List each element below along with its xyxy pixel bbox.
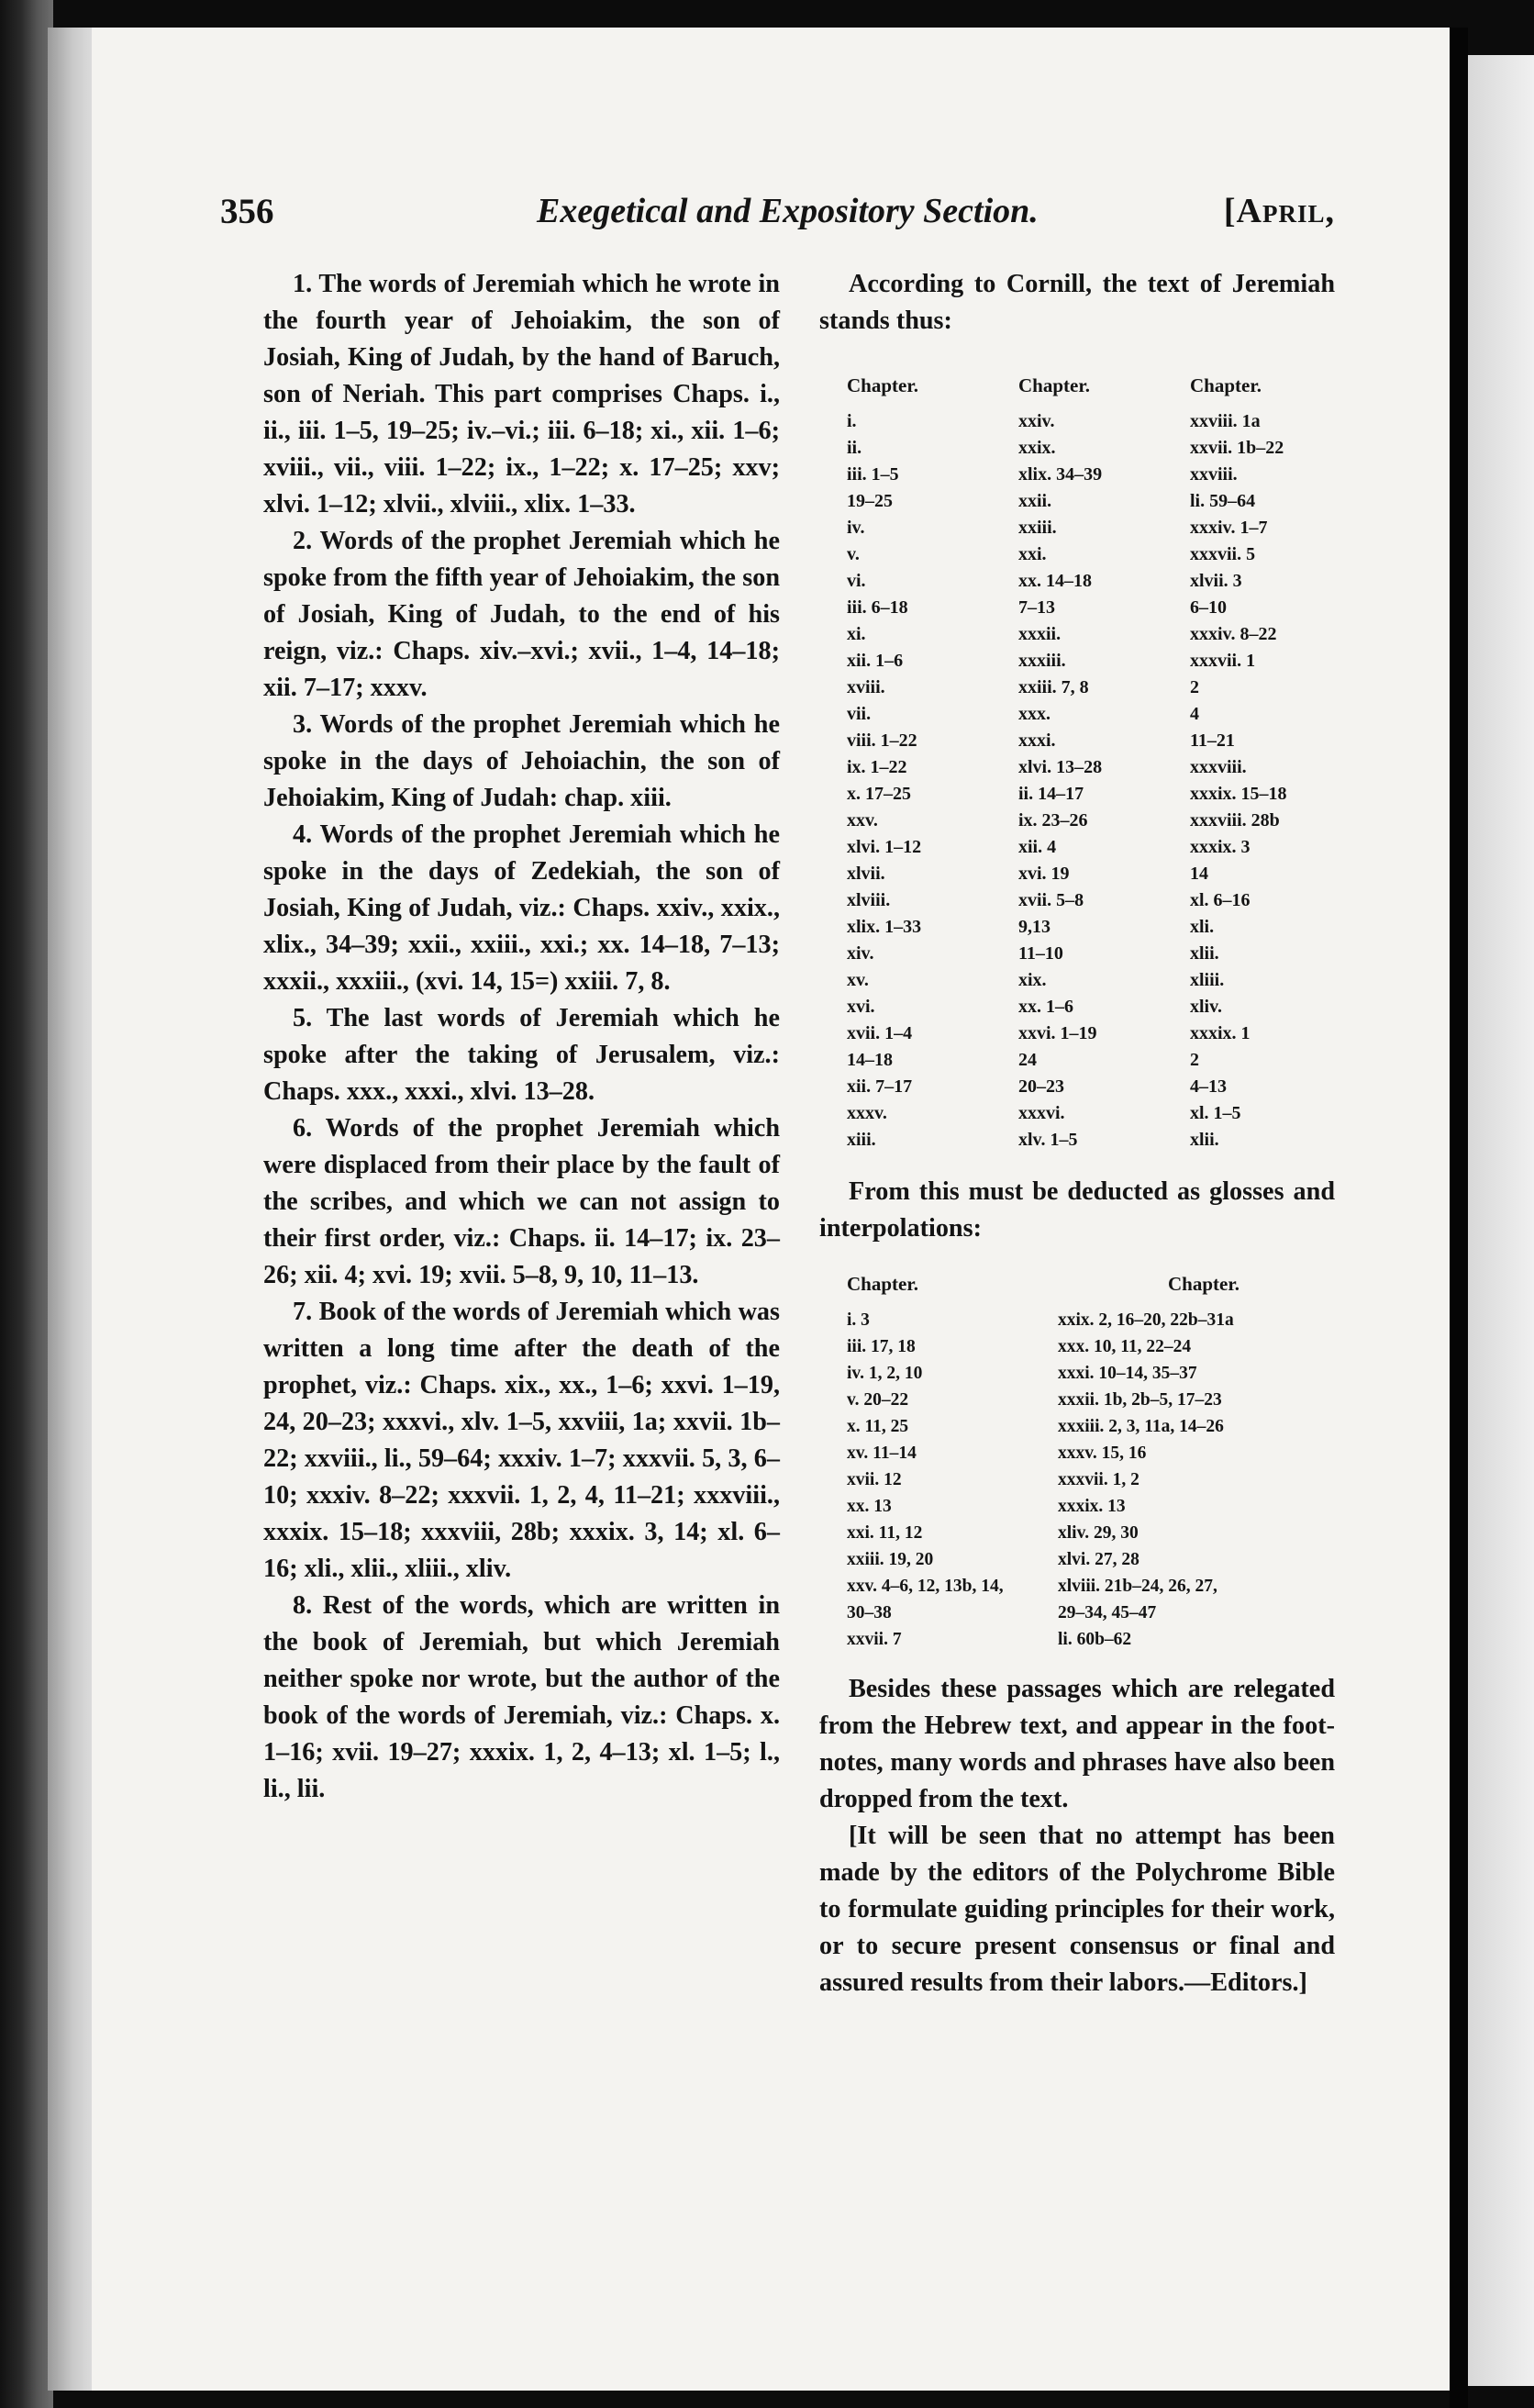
table-header: Chapter. (847, 1273, 918, 1295)
besides-paragraph: Besides these passages which are relegated from the Hebrew text, and appear in the foot-notes, many words and phrases have also been dropped from the text. (819, 1675, 1335, 1813)
table-cell: li. 60b–62 (1058, 1630, 1132, 1649)
table-cell: xii. 7–17 (847, 1076, 913, 1097)
table-cell: x. 17–25 (847, 784, 911, 804)
table-cell: xvi. 19 (1018, 864, 1070, 884)
table-row (847, 887, 1328, 914)
table-cell: 19–25 (847, 491, 893, 511)
table-cell: xxv. 4–6, 12, 13b, 14, (847, 1577, 1004, 1596)
table-row (847, 941, 1328, 967)
table-cell: xlvii. 3 (1190, 571, 1242, 591)
table-cell: xvi. (847, 997, 875, 1017)
table-cell: xlix. 34–39 (1018, 464, 1103, 485)
table-cell: xvii. 5–8 (1018, 890, 1084, 910)
table-row (847, 1600, 1239, 1626)
table-cell: xxx. 10, 11, 22–24 (1058, 1337, 1192, 1356)
table-row (847, 1127, 1328, 1154)
left-column (263, 266, 780, 1808)
table-cell: xxx. (1018, 704, 1050, 724)
header-month: [April, (1223, 192, 1335, 230)
table-row (847, 1307, 1239, 1333)
table-row (847, 967, 1328, 994)
table-cell: iii. 6–18 (847, 597, 908, 618)
table-cell: xxxix. 3 (1190, 837, 1251, 857)
table-cell: 2 (1190, 1050, 1199, 1070)
table-cell: xv. (847, 970, 869, 990)
table-cell: 14–18 (847, 1050, 893, 1070)
table-cell: 24 (1018, 1050, 1037, 1070)
paragraph-6: 6. Words of the prophet Jeremiah which were displaced from their place by the fault of the scribes, and which we can not assign to their first order, viz.: Chaps. ii. 14–17; ix. 23–26; xii. 4; xvi. 19; xvii. 5–8, 9, 10, 11–13. (263, 1114, 780, 1289)
table-cell: v. (847, 544, 860, 564)
table-cell: i. (847, 411, 857, 431)
table-cell: xvii. 12 (847, 1470, 902, 1489)
table-cell: ii. 14–17 (1018, 784, 1084, 804)
table-row (847, 541, 1328, 568)
table-cell: xlii. (1190, 1130, 1219, 1150)
table-row (847, 1333, 1239, 1360)
table-row (847, 1413, 1239, 1440)
table-cell: xxxvii. 1, 2 (1058, 1470, 1139, 1489)
table-cell: vi. (847, 571, 866, 591)
table-cell: xxxi. 10–14, 35–37 (1058, 1364, 1197, 1383)
table-row (847, 1440, 1239, 1466)
table-cell: ix. 1–22 (847, 757, 907, 777)
paragraph-2: 2. Words of the prophet Jeremiah which he spoke from the fifth year of Jehoiakim, the son of Josiah, King of Judah, to the end of his reign, viz.: Chaps. xiv.–xvi.; xvii., 1–4, 14–18; xii. 7–17; xxxv. (263, 527, 780, 702)
paragraph-3: 3. Words of the prophet Jeremiah which he spoke in the days of Jehoiachin, the son of Jehoiakim, King of Judah: chap. xiii. (263, 710, 780, 812)
table-cell: xlix. 1–33 (847, 917, 922, 937)
table-cell: 6–10 (1190, 597, 1227, 618)
table-cell: xxix. (1018, 438, 1056, 458)
table-cell: 20–23 (1018, 1076, 1064, 1097)
table-cell: xviii. (847, 677, 885, 697)
table-cell: xl. 6–16 (1190, 890, 1251, 910)
table-cell: xxv. (847, 810, 878, 831)
table-cell: xliv. 29, 30 (1058, 1523, 1139, 1543)
table-cell: xv. 11–14 (847, 1444, 917, 1463)
table-cell: xxvi. 1–19 (1018, 1023, 1097, 1043)
table-row (847, 568, 1328, 595)
table-cell: viii. 1–22 (847, 730, 917, 751)
table-cell: xxiii. 7, 8 (1018, 677, 1089, 697)
table-cell: xxxviii. (1190, 757, 1247, 777)
table-cell: xxxix. 13 (1058, 1497, 1126, 1516)
table-cell: xxxvii. 5 (1190, 544, 1256, 564)
table-cell: xxi. 11, 12 (847, 1523, 923, 1543)
table-cell: xii. 1–6 (847, 651, 904, 671)
table-cell: xi. (847, 624, 866, 644)
table-row (847, 701, 1328, 728)
table-cell: 11–10 (1018, 943, 1063, 964)
table-cell: 4 (1190, 704, 1199, 724)
table-cell: xlvii. (847, 864, 885, 884)
table-row (847, 621, 1328, 648)
table-cell: xxvii. 1b–22 (1190, 438, 1284, 458)
paragraph-5: 5. The last words of Jeremiah which he spoke after the taking of Jerusalem, viz.: Chaps. xxx., xxxi., xlvi. 13–28. (263, 1004, 780, 1106)
table-cell: xxiii. (1018, 518, 1057, 538)
paragraph-4: 4. Words of the prophet Jeremiah which he spoke in the days of Zedekiah, the son of Josiah, King of Judah, viz.: Chaps. xxiv., xxix., xlix., 34–39; xxii., xxiii., xxi.; xx. 14–18, 7–13; xxxii., xxxiii., (xvi. 14, 15=) xxiii. 7, 8. (263, 820, 780, 996)
table-cell: xxi. (1018, 544, 1047, 564)
table-row (847, 595, 1328, 621)
table-cell: v. 20–22 (847, 1390, 909, 1410)
table-row (847, 435, 1328, 462)
paragraph-7: 7. Book of the words of Jeremiah which was written a long time after the death of the prophet, viz.: Chaps. xix., xx., 1–6; xxvi. 1–19, 24, 20–23; xxxvi., xlv. 1–5, xxviii, 1a; xxvii. 1b–22; xxviii., li., 59–64; xxxiv. 1–7; xxxvii. 5, 3, 6–10; xxxiv. 8–22; xxxvii. 1, 2, 4, 11–21; xxxviii., xxxix. 15–18; xxxviii, 28b; xxxix. 3, 14; xl. 6–16; xli., xlii., xliii., xliv. (263, 1298, 780, 1583)
cornill-table (847, 373, 1328, 1154)
table-header: Chapter. (1190, 374, 1262, 396)
table-cell: xxii. (1018, 491, 1052, 511)
table-row (847, 834, 1328, 861)
table-row (847, 1546, 1239, 1573)
table-row (847, 1020, 1328, 1047)
table-cell: xlviii. 21b–24, 26, 27, (1058, 1577, 1217, 1596)
table-cell: 7–13 (1018, 597, 1055, 618)
table-row (847, 754, 1328, 781)
table-cell: 11–21 (1190, 730, 1235, 751)
table-cell: xxxv. (847, 1103, 887, 1123)
table-cell: xxxii. 1b, 2b–5, 17–23 (1058, 1390, 1222, 1410)
table-row (847, 994, 1328, 1020)
table-cell: xxxiii. (1018, 651, 1066, 671)
table-row (847, 781, 1328, 808)
table-cell: xliv. (1190, 997, 1223, 1017)
table-cell: xxxiii. 2, 3, 11a, 14–26 (1058, 1417, 1224, 1436)
table-cell: xx. 13 (847, 1497, 892, 1516)
table-row (847, 914, 1328, 941)
table-cell: 29–34, 45–47 (1058, 1603, 1157, 1622)
table-cell: i. 3 (847, 1310, 870, 1330)
book-spine (0, 0, 53, 2408)
table-cell: iv. (847, 518, 865, 538)
table-row (847, 1360, 1239, 1387)
gloss-intro: From this must be deducted as glosses and interpolations: (819, 1177, 1335, 1243)
table-cell: xiii. (847, 1130, 876, 1150)
table-cell: xxxvi. (1018, 1103, 1065, 1123)
table-cell: xxxix. 1 (1190, 1023, 1251, 1043)
cornill-table-body (847, 408, 1328, 1154)
table-cell: 9,13 (1018, 917, 1050, 937)
table-row (847, 462, 1328, 488)
table-cell: xxxiv. 1–7 (1190, 518, 1268, 538)
table-row (847, 808, 1328, 834)
table-cell: xli. (1190, 917, 1215, 937)
table-header: Chapter. (847, 374, 918, 396)
table-cell: xlii. (1190, 943, 1219, 964)
table-cell: xxxix. 15–18 (1190, 784, 1287, 804)
page-gutter (1450, 28, 1468, 2408)
table-cell: ix. 23–26 (1018, 810, 1088, 831)
table-cell: vii. (847, 704, 872, 724)
table-cell: xii. 4 (1018, 837, 1057, 857)
paragraph-1: 1. The words of Jeremiah which he wrote in the fourth year of Jehoiakim, the son of Josiah, King of Judah, by the hand of Baruch, son of Neriah. This part comprises Chaps. i., ii., iii. 1–5, 19–25; iv.–vi.; iii. 6–18; xi., xii. 1–6; xviii., vii., viii. 1–22; ix., 1–22; x. 17–25; xxv; xlvi. 1–12; xlvii., xlviii., xlix. 1–33. (263, 270, 780, 518)
table-cell: xxix. 2, 16–20, 22b–31a (1058, 1310, 1234, 1330)
table-row (847, 488, 1328, 515)
table-row (847, 1387, 1239, 1413)
running-header (220, 191, 1335, 246)
table-row (847, 1520, 1239, 1546)
table-cell: xvii. 1–4 (847, 1023, 913, 1043)
table-cell: xxviii. 1a (1190, 411, 1261, 431)
table-cell: 2 (1190, 677, 1199, 697)
table-cell: xix. (1018, 970, 1047, 990)
table-row (847, 1047, 1328, 1074)
gloss-table (847, 1271, 1239, 1653)
table-row (847, 1100, 1328, 1127)
table-cell: li. 59–64 (1190, 491, 1256, 511)
table-cell: xlvi. 1–12 (847, 837, 922, 857)
cornill-intro: According to Cornill, the text of Jeremiah stands thus: (819, 270, 1335, 335)
table-cell: 4–13 (1190, 1076, 1227, 1097)
table-cell: xxxiv. 8–22 (1190, 624, 1277, 644)
table-cell: xxxii. (1018, 624, 1062, 644)
table-cell: xxxviii. 28b (1190, 810, 1280, 831)
table-cell: iii. 17, 18 (847, 1337, 916, 1356)
editorial-note: [It will be seen that no attempt has been made by the editors of the Polychrome Bible to formulate guiding principles for their work, or to secure present consensus or final and assured results from their labors.—Editors.] (819, 1822, 1335, 1997)
table-cell: xxvii. 7 (847, 1630, 902, 1649)
table-row (847, 1466, 1239, 1493)
table-cell: xxiii. 19, 20 (847, 1550, 934, 1569)
table-cell: iv. 1, 2, 10 (847, 1364, 923, 1383)
table-cell: xliii. (1190, 970, 1225, 990)
table-cell: ii. (847, 438, 862, 458)
table-cell: xlv. 1–5 (1018, 1130, 1078, 1150)
table-cell: xxiv. (1018, 411, 1055, 431)
table-cell: 14 (1190, 864, 1208, 884)
table-cell: xx. 14–18 (1018, 571, 1092, 591)
table-row (847, 408, 1328, 435)
table-header: Chapter. (1168, 1273, 1239, 1295)
table-cell: xxxv. 15, 16 (1058, 1444, 1147, 1463)
table-header: Chapter. (1018, 374, 1090, 396)
table-cell: xxxvii. 1 (1190, 651, 1256, 671)
gloss-table-body (847, 1307, 1239, 1653)
page-number: 356 (220, 192, 274, 231)
table-row (847, 861, 1328, 887)
table-cell: xlvi. 13–28 (1018, 757, 1103, 777)
table-cell: xl. 1–5 (1190, 1103, 1241, 1123)
table-row (847, 1493, 1239, 1520)
table-cell: xx. 1–6 (1018, 997, 1073, 1017)
table-cell: iii. 1–5 (847, 464, 899, 485)
table-row (847, 1074, 1328, 1100)
table-row (847, 515, 1328, 541)
table-cell: x. 11, 25 (847, 1417, 909, 1436)
right-column (819, 266, 1335, 2001)
table-cell: xlvi. 27, 28 (1058, 1550, 1139, 1569)
paragraph-8: 8. Rest of the words, which are written in the book of Jeremiah, but which Jeremiah neither spoke nor wrote, but the author of the book of the words of Jeremiah, viz.: Chaps. x. 1–16; xvii. 19–27; xxxix. 1, 2, 4–13; xl. 1–5; l., li., lii. (263, 1591, 780, 1803)
table-row (847, 728, 1328, 754)
table-cell: xxxi. (1018, 730, 1056, 751)
table-row (847, 1626, 1239, 1653)
facing-page-edge (1468, 55, 1534, 2386)
running-title: Exegetical and Expository Section. (537, 192, 1039, 230)
table-row (847, 674, 1328, 701)
table-cell: xxviii. (1190, 464, 1238, 485)
table-cell: xlviii. (847, 890, 891, 910)
table-row (847, 648, 1328, 674)
table-cell: xiv. (847, 943, 874, 964)
table-row (847, 1573, 1239, 1600)
table-cell: 30–38 (847, 1603, 892, 1622)
